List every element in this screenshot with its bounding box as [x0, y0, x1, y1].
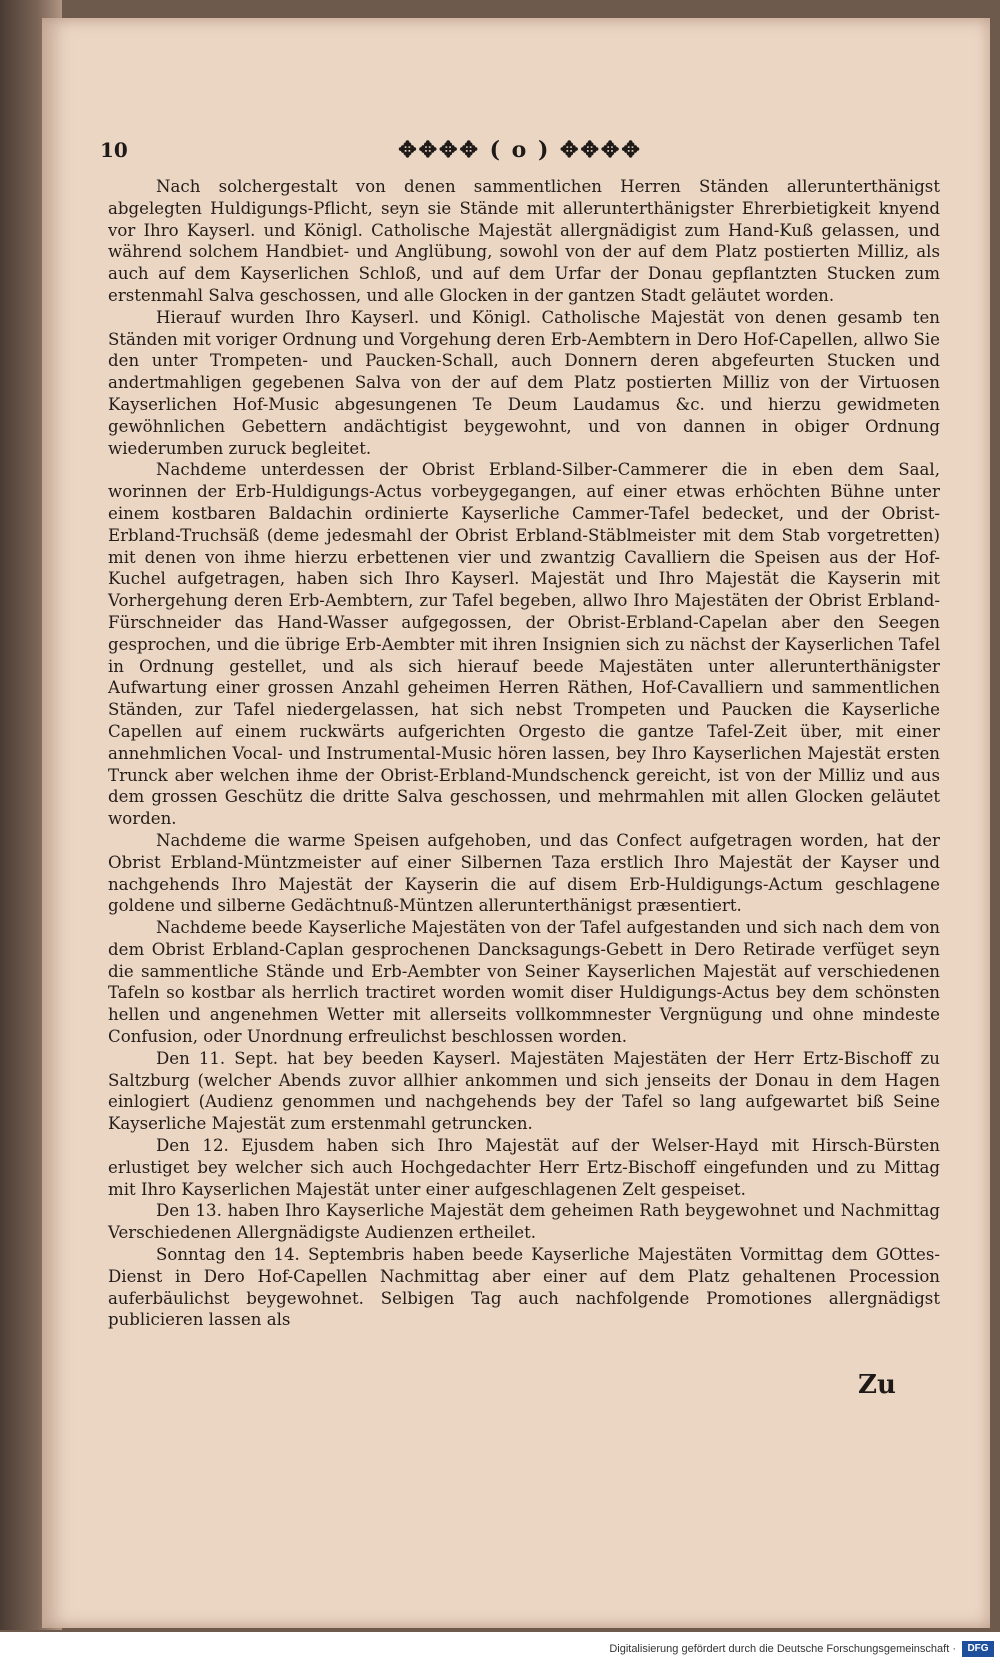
page-header — [100, 134, 940, 166]
paragraph: Nachdeme die warme Speisen aufgehoben, und das Confect aufgetragen worden, hat der Obrist Erbland-Müntzmeister auf einer Silbernen Taza erstlich Ihro Majestät der Kayser und nachgehends Ihro Majestät der Kayserin die auf disem Erb-Huldigungs-Actum geschlagene goldene und silberne Gedächtnuß-Müntzen allerunterthänigst præsentiert. — [108, 830, 940, 916]
paragraph: Sonntag den 14. Septembris haben beede Kayserliche Majestäten Vormittag dem GOttes-Dienst in Dero Hof-Capellen Nachmittag aber einer auf dem Platz gehaltenen Procession auferbäulichst beygewohnet. Selbigen Tag auch nachfolgende Promotiones allergnädigst publicieren lassen als — [108, 1245, 940, 1330]
paragraph: Den 12. Ejusdem haben sich Ihro Majestät auf der Welser-Hayd mit Hirsch-Bürsten erlustiget bey welcher sich auch Hochgedachter Herr Ertz-Bischoff eingefunden und zu Mittag mit Ihro Kayserlichen Majestät unter einer aufgeschlagenen Zelt gespeiset. — [108, 1136, 940, 1199]
paragraph: Nach solchergestalt von denen sammentlichen Herren Ständen allerunterthänigst abgelegten Huldigungs-Pflicht, seyn sie Stände mit allerunterthänigster Ehrerbietigkeit knyend vor Ihro Kayserl. und Königl. Catholische Majestät allergnädigist zum Hand-Kuß gelassen, und während solchem Handbiet- und Anglübung, sowohl von der auf dem Platz postierten Milliz, als auch auf dem Kayserlichen Schloß, und auf dem Urfar der Donau gepflantzten Stucken zum erstenmahl Salva geschossen, und alle Glocken in der gantzen Stadt geläutet worden. — [108, 177, 940, 305]
paragraph: Hierauf wurden Ihro Kayserl. und Königl. Catholische Majestät von denen gesamb ten Ständen mit voriger Ordnung und Vorgehung deren Erb-Aembtern in Dero Hof-Capellen, allwo Sie den unter Trompeten- und Paucken-Schall, auch Donnern deren abgefeurten Stucken und andertmahligen gegebenen Salva von der auf dem Platz postierten Milliz von der Virtuosen Kayserlichen Hof-Music abgesungenen Te Deum Laudamus &c. und hierzu gewidmeten gewöhnlichen Gebettern andächtigist beygewohnt, und von dannen in obiger Ordnung wiederumben zuruck begleitet. — [108, 307, 940, 458]
funding-credit: Digitalisierung gefördert durch die Deutsche Forschungsgemeinschaft · — [609, 1643, 956, 1655]
paragraph: Nachdeme beede Kayserliche Majestäten von der Tafel aufgestanden und sich nach dem von dem Obrist Erbland-Caplan gesprochenen Dancksagungs-Gebett in Dero Retirade verfüget seyn die sammentliche Stände und Erb-Aembter von Seiner Kayserlichen Majestät auf verschiedenen Tafeln so kostbar als herrlich tractiret worden womit diser Huldigungs-Actus bey dem schönsten hellen und angenehmen Wetter mit allerseits vollkommnester Vergnügung und ohne mindeste Confusion, oder Unordnung erfreulichst beschlossen worden. — [108, 918, 940, 1047]
page-number: 10 — [100, 138, 128, 162]
paragraph: Nachdeme unterdessen der Obrist Erbland-Silber-Cammerer die in eben dem Saal, worinnen der Erb-Huldigungs-Actus vorbeygegangen, auf einer etwas erhöchten Bühne unter einem kostbaren Baldachin ordinierte Kayserliche Cammer-Tafel bedecket, und der Obrist-Erbland-Truchsäß (deme jedesmahl der Obrist Erbland-Stäblmeister mit dem Stab vorgetretten) mit denen von ihme hierzu erbettenen vier und zwantzig Cavalliern die Speisen aus der Hof-Kuchel aufgetragen, haben sich Ihro Kayserl. Majestät und Ihro Majestät die Kayserin mit Vorhergehung deren Erb-Aembtern, zur Tafel begeben, allwo Ihro Majestäten der Obrist Erbland-Fürschneider das Hand-Wasser aufgegossen, der Obrist-Erbland-Capelan aber den Seegen gesprochen, und die übrige Erb-Aembter mit ihren Insignien sich zu nächst der Kayserlichen Tafel in Ordnung gestellet, und als sich hierauf beede Majestäten unter allerunterthänigster Aufwartung einer grossen Anzahl geheimen Herren Räthen, Hof-Cavalliern und sammentlichen Ständen, zur Tafel niedergelassen, hat sich nebst Trompeten und Paucken die Kayserliche Capellen auf einem ruckwärts aufgerichten Orgesto die gantze Tafel-Zeit über, mit einer annehmlichen Vocal- und Instrumental-Music hören lassen, bey Ihro Kayserlichen Majestät ersten Trunck aber welchen ihme der Obrist-Erbland-Mundschenck gereicht, ist von der Milliz und aus dem grossen Geschütz die dritte Salva geschossen, und mehrmahlen mit allen Glocken geläutet worden. — [108, 460, 940, 829]
dfg-logo: DFG — [962, 1641, 994, 1657]
footer-bar — [0, 1632, 1000, 1668]
catchword: Zu — [858, 1370, 896, 1400]
paragraph: Den 11. Sept. hat bey beeden Kayserl. Majestäten Majestäten der Herr Ertz-Bischoff zu Saltzburg (welcher Abends zuvor allhier ankommen und sich jenseits der Donau in dem Hagen einlogiert (Audienz genommen und nachgehends bey der Tafel so lang aufgewartet biß Seine Kayserliche Majestät zum erstenmahl getruncken. — [108, 1048, 940, 1134]
header-ornament: ✥✥✥✥ ( o ) ✥✥✥✥ — [398, 137, 642, 163]
body-text — [108, 176, 940, 1331]
paragraph: Den 13. haben Ihro Kayserliche Majestät dem geheimen Rath beygewohnet und Nachmittag Verschiedenen Allergnädigste Audienzen ertheilet. — [108, 1201, 940, 1243]
